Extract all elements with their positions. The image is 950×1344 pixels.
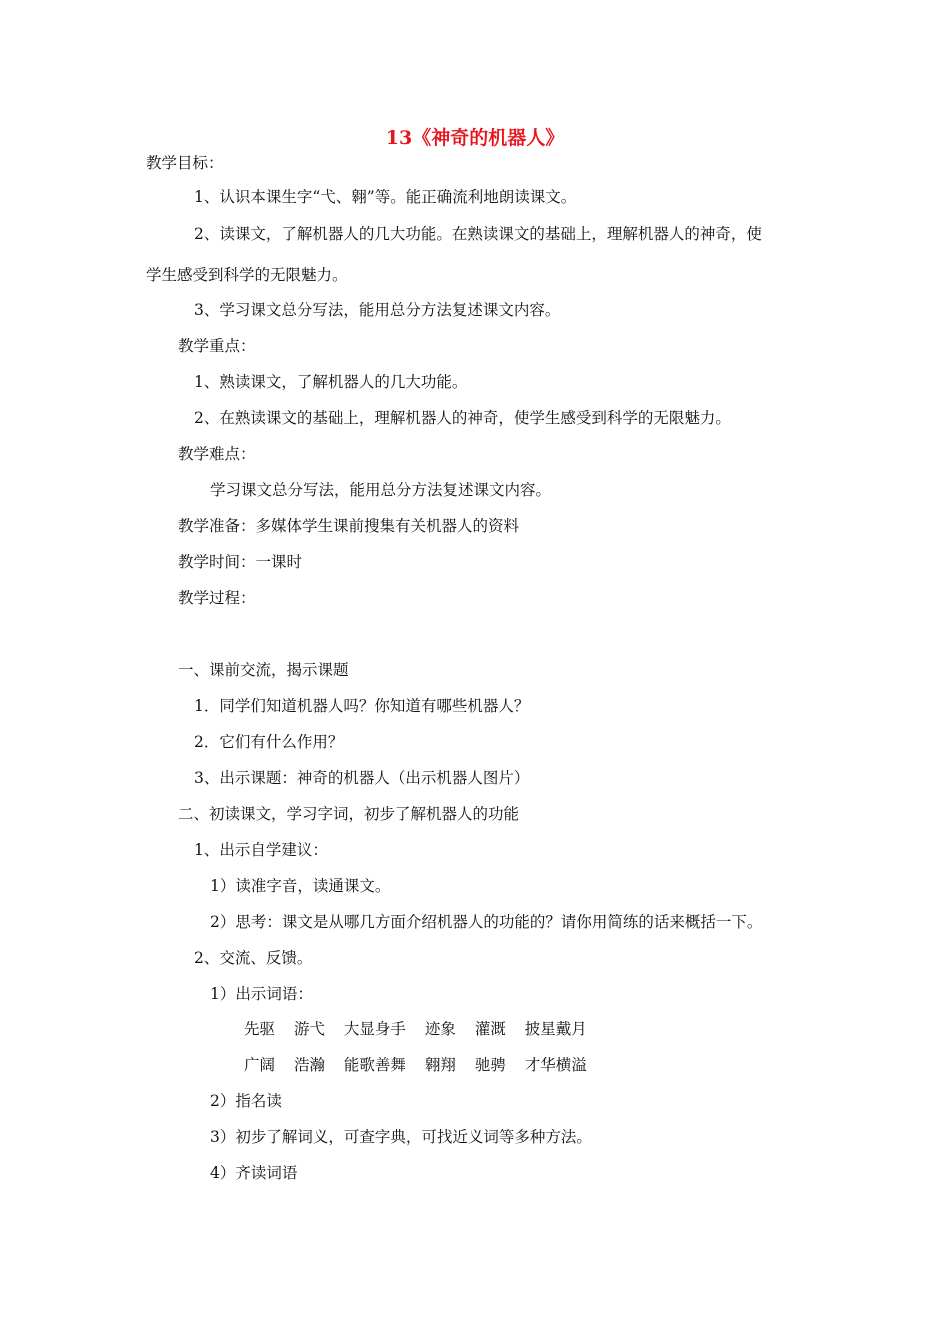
vocabulary-word: 灌溉 xyxy=(474,1020,506,1038)
section-item: 1．同学们知道机器人吗？你知道有哪些机器人？ xyxy=(194,697,530,715)
time-line: 教学时间：一课时 xyxy=(178,553,303,571)
vocabulary-word: 浩瀚 xyxy=(293,1056,325,1074)
sub-item: 1）读准字音，读通课文。 xyxy=(210,877,391,895)
vocabulary-word: 披星戴月 xyxy=(524,1020,587,1038)
vocabulary-word: 先驱 xyxy=(244,1020,276,1038)
difficulty-heading: 教学难点： xyxy=(178,445,256,463)
vocabulary-word: 广阔 xyxy=(244,1056,276,1074)
section-item: 3、出示课题：神奇的机器人（出示机器人图片） xyxy=(194,769,530,787)
difficulty-item: 学习课文总分写法，能用总分方法复述课文内容。 xyxy=(210,481,552,499)
sub-item: 2）思考：课文是从哪几方面介绍机器人的功能的？请你用简练的话来概括一下。 xyxy=(210,913,763,931)
section-item: 1、出示自学建议： xyxy=(194,841,328,859)
goal-item: 1、认识本课生字“弋、翱”等。能正确流利地朗读课文。 xyxy=(194,188,577,206)
vocabulary-word: 迹象 xyxy=(424,1020,456,1038)
goal-item: 3、学习课文总分写法，能用总分方法复述课文内容。 xyxy=(194,301,561,319)
vocabulary-word: 才华横溢 xyxy=(524,1056,587,1074)
process-heading: 教学过程： xyxy=(178,589,256,607)
preparation-line: 教学准备：多媒体学生课前搜集有关机器人的资料 xyxy=(178,517,520,535)
section-item: 2、交流、反馈。 xyxy=(194,949,313,967)
sub-item: 3）初步了解词义，可查字典，可找近义词等多种方法。 xyxy=(210,1128,592,1146)
key-point-item: 1、熟读课文，了解机器人的几大功能。 xyxy=(194,373,468,391)
goal-item-continued: 学生感受到科学的无限魅力。 xyxy=(146,266,348,284)
vocabulary-row xyxy=(244,1018,601,1040)
vocabulary-word: 游弋 xyxy=(293,1020,325,1038)
vocabulary-word: 翱翔 xyxy=(424,1056,456,1074)
vocabulary-word: 驰骋 xyxy=(474,1056,506,1074)
vocabulary-word: 能歌善舞 xyxy=(343,1056,406,1074)
sub-item: 1）出示词语： xyxy=(210,985,313,1003)
document-title: 13《神奇的机器人》 xyxy=(385,127,565,149)
sub-item: 4）齐读词语 xyxy=(210,1164,298,1182)
key-points-heading: 教学重点： xyxy=(178,337,256,355)
vocabulary-word: 大显身手 xyxy=(343,1020,406,1038)
sub-item: 2）指名读 xyxy=(210,1092,282,1110)
section-item: 2．它们有什么作用？ xyxy=(194,733,344,751)
section-heading: 二、初读课文，学习字词，初步了解机器人的功能 xyxy=(178,805,520,823)
section-heading: 一、课前交流，揭示课题 xyxy=(178,661,349,679)
key-point-item: 2、在熟读课文的基础上，理解机器人的神奇，使学生感受到科学的无限魅力。 xyxy=(194,409,731,427)
goal-item: 2、读课文，了解机器人的几大功能。在熟读课文的基础上，理解机器人的神奇，使 xyxy=(194,225,762,243)
vocabulary-row xyxy=(244,1054,601,1076)
goals-heading: 教学目标： xyxy=(146,154,224,172)
